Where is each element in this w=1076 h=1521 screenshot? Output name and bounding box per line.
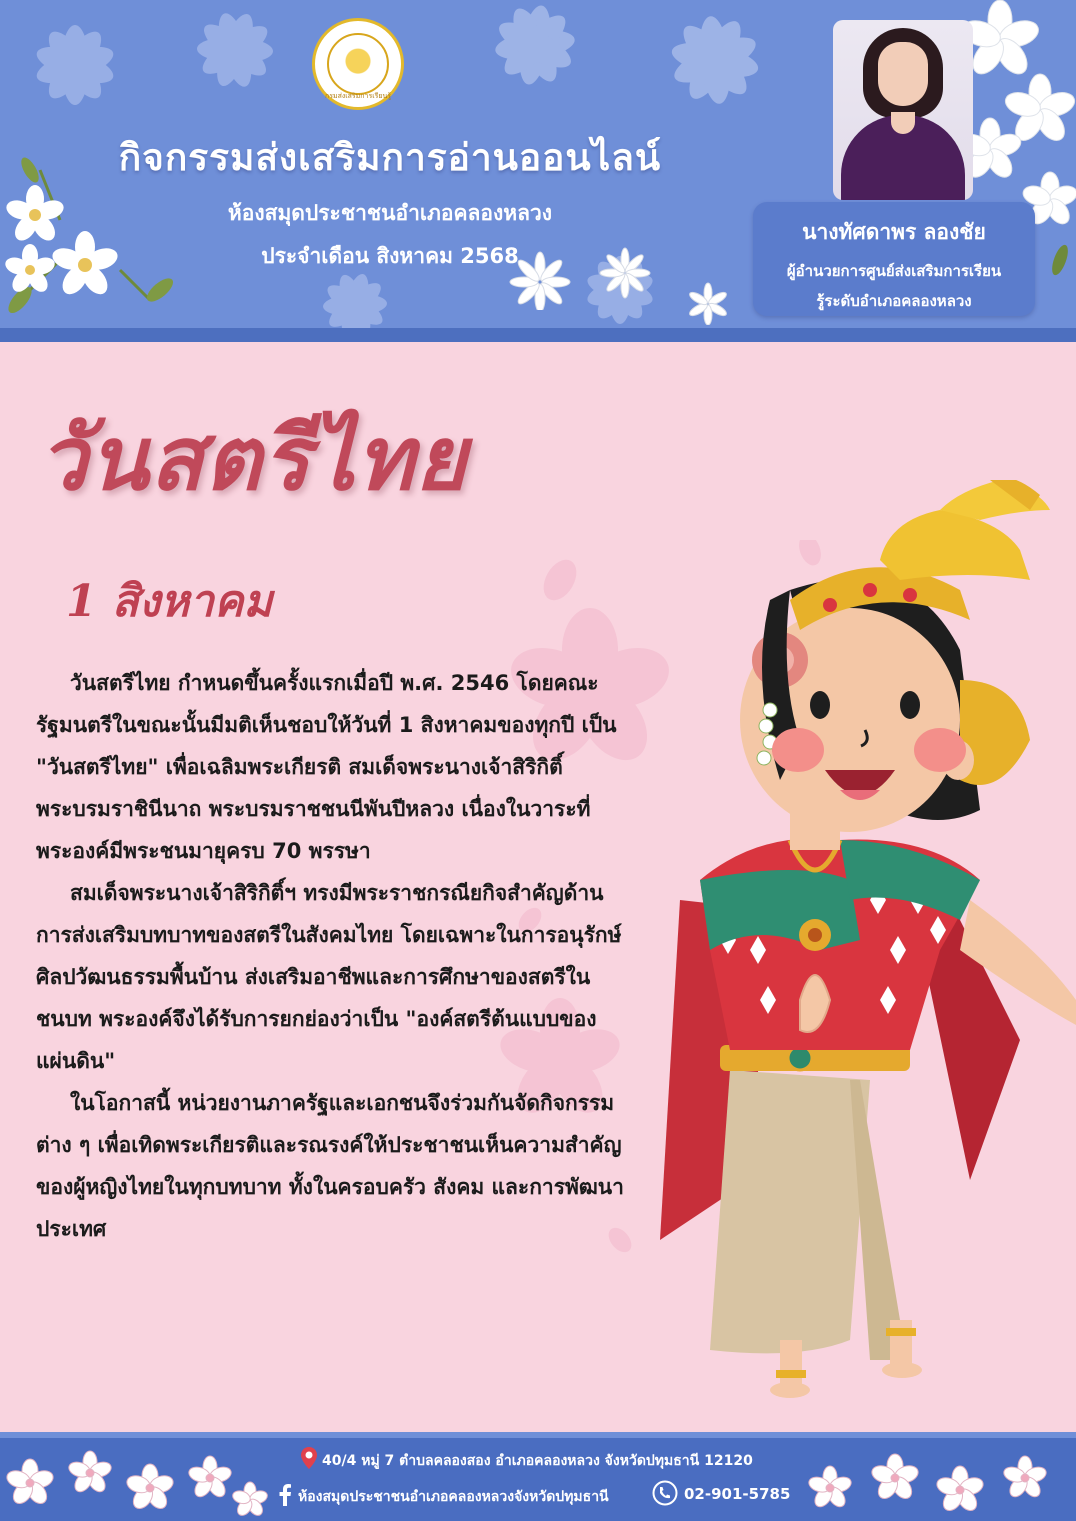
article-paragraph: ในโอกาสนี้ หน่วยงานภาครัฐและเอกชนจึงร่วมกันจัดกิจกรรมต่าง ๆ เพื่อเทิดพระเกียรติและรณรงค์ให้ประชาชนเห็นความสำคัญของผู้หญิงไทยในทุกบทบาท ทั้งในครอบครัว สังคม และการพัฒนาประเทศ	[36, 1091, 624, 1241]
location-pin-icon	[300, 1446, 318, 1470]
department-logo	[312, 18, 404, 110]
library-name: ห้องสมุดประชาชนอำเภอคลองหลวง	[227, 201, 553, 225]
footer-flowers-left-icon	[0, 1438, 280, 1521]
facebook-icon[interactable]	[278, 1484, 292, 1506]
footer	[0, 1438, 1076, 1521]
thai-dancer-illustration	[640, 480, 1076, 1400]
footer-address: 40/4 หมู่ 7 ตำบลคลองสอง อำเภอคลองหลวง จังหวัดปทุมธานี 12120	[322, 1453, 753, 1469]
background-flower-icon	[170, 0, 300, 110]
logo-emblem-icon	[327, 33, 389, 95]
header-divider	[0, 328, 1076, 342]
facebook-page-name[interactable]: ห้องสมุดประชาชนอำเภอคลองหลวงจังหวัดปทุมธานี	[298, 1489, 609, 1505]
article-date: 1 สิงหาคม	[66, 576, 273, 627]
director-name-card	[753, 202, 1035, 316]
article-paragraph: วันสตรีไทย กำหนดขึ้นครั้งแรกเมื่อปี พ.ศ. 2546 โดยคณะรัฐมนตรีในขณะนั้นมีมติเห็นชอบให้วันที่ 1 สิงหาคมของทุกปี เป็น "วันสตรีไทย" เพื่อเฉลิมพระเกียรติ สมเด็จพระนางเจ้าสิริกิติ์ พระบรมราชินีนาถ พระบรมราชชนนีพันปีหลวง เนื่องในวาระที่พระองค์มีพระชนมายุครบ 70 พรรษา	[36, 671, 617, 863]
jasmine-flower-icon	[678, 280, 738, 325]
issue-month: ประจำเดือน สิงหาคม 2568	[261, 244, 519, 268]
background-flower-icon	[640, 0, 790, 120]
article-body	[36, 662, 636, 1250]
footer-phone[interactable]: 02-901-5785	[684, 1485, 791, 1503]
article-paragraph: สมเด็จพระนางเจ้าสิริกิติ์ฯ ทรงมีพระราชกรณียกิจสำคัญด้านการส่งเสริมบทบาทของสตรีในสังคมไทย โดยเฉพาะในการอนุรักษ์ศิลปวัฒนธรรมพื้นบ้าน ส่งเสริมอาชีพและการศึกษาของสตรีในชนบท พระองค์จึงได้รับการยกย่องว่าเป็น "องค์สตรีต้นแบบของแผ่นดิน"	[36, 881, 622, 1073]
phone-icon	[652, 1480, 678, 1506]
header-title: กิจกรรมส่งเสริมการอ่านออนไลน์	[118, 136, 662, 179]
header-banner	[0, 0, 1076, 330]
footer-flowers-right-icon	[800, 1438, 1076, 1521]
director-position-line1: ผู้อำนวยการศูนย์ส่งเสริมการเรียน	[786, 262, 1002, 280]
background-flower-icon	[10, 10, 140, 120]
logo-text: กรมส่งเสริมการเรียนรู้	[324, 92, 392, 100]
director-photo	[833, 20, 973, 200]
article-title: วันสตรีไทย	[38, 406, 468, 510]
background-flower-icon	[470, 0, 600, 100]
director-name: นางทัศดาพร ลองชัย	[802, 220, 986, 244]
director-position-line2: รู้ระดับอำเภอคลองหลวง	[816, 292, 972, 310]
